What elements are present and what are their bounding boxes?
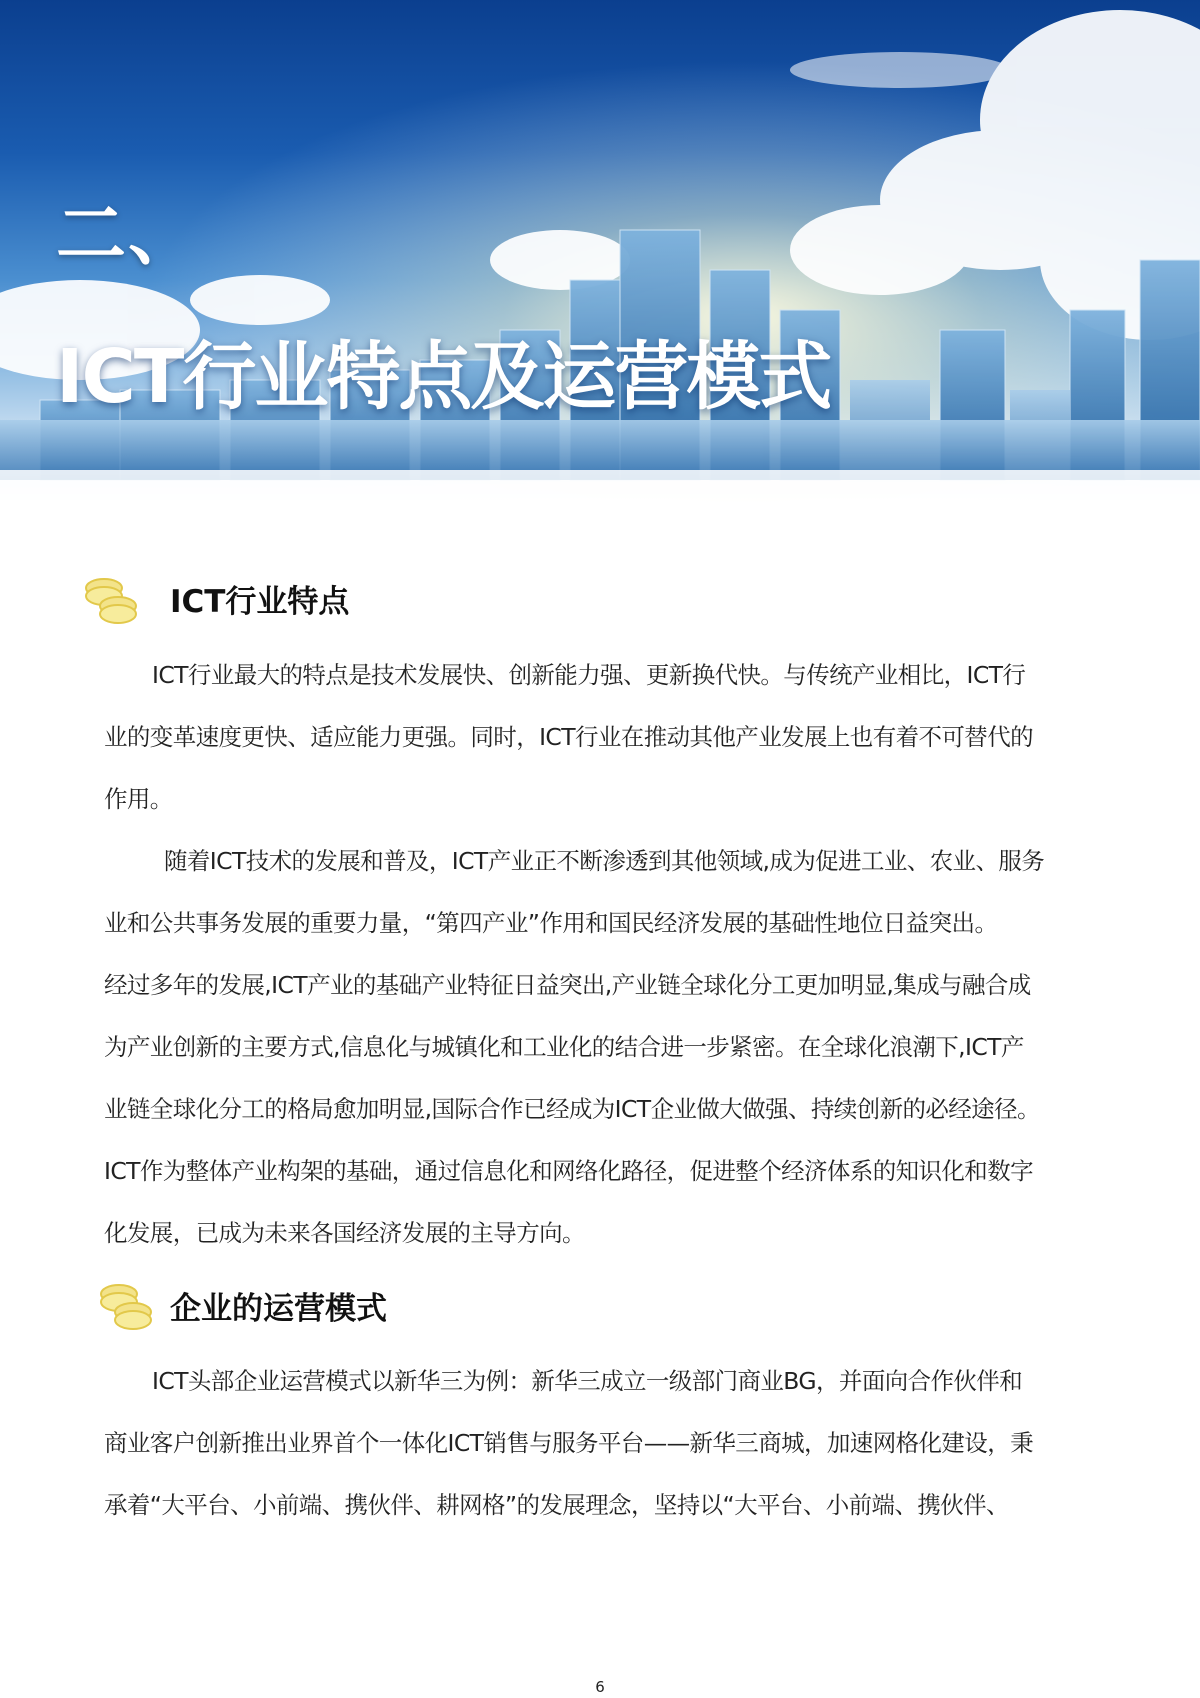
- coins-icon: [97, 1278, 155, 1330]
- paragraph-line: ICT行业最大的特点是技术发展快、创新能力强、更新换代快。与传统产业相比，ICT行: [152, 661, 1026, 689]
- paragraph-line: 作用。: [104, 785, 173, 813]
- page-number: 6: [595, 1678, 605, 1696]
- section-heading-ict-features: ICT行业特点: [170, 584, 350, 620]
- paragraph-line: 化发展，已成为未来各国经济发展的主导方向。: [104, 1219, 585, 1247]
- paragraph-line: 为产业创新的主要方式,信息化与城镇化和工业化的结合进一步紧密。在全球化浪潮下,ICT产: [104, 1033, 1024, 1061]
- coins-icon: [82, 572, 140, 624]
- section-heading-operation-model: 企业的运营模式: [170, 1291, 387, 1327]
- paragraph-line: 业和公共事务发展的重要力量，“第四产业”作用和国民经济发展的基础性地位日益突出。: [104, 909, 998, 937]
- chapter-number: 二、: [56, 193, 200, 275]
- paragraph-line: 业链全球化分工的格局愈加明显,国际合作已经成为ICT企业做大做强、持续创新的必经途径。: [104, 1095, 1040, 1123]
- paragraph-line: ICT头部企业运营模式以新华三为例：新华三成立一级部门商业BG，并面向合作伙伴和: [152, 1367, 1023, 1395]
- paragraph-line: 经过多年的发展,ICT产业的基础产业特征日益突出,产业链全球化分工更加明显,集成与融合成: [104, 971, 1031, 999]
- chapter-title: ICT行业特点及运营模式: [56, 334, 831, 420]
- paragraph-line: 随着ICT技术的发展和普及，ICT产业正不断渗透到其他领域,成为促进工业、农业、服务: [164, 847, 1045, 875]
- paragraph-line: ICT作为整体产业构架的基础，通过信息化和网络化路径，促进整个经济体系的知识化和数字: [104, 1157, 1033, 1185]
- paragraph-line: 业的变革速度更快、适应能力更强。同时，ICT行业在推动其他产业发展上也有着不可替代的: [104, 723, 1033, 751]
- paragraph-line: 承着“大平台、小前端、携伙伴、耕网格”的发展理念，坚持以“大平台、小前端、携伙伴、: [104, 1491, 1009, 1519]
- paragraph-line: 商业客户创新推出业界首个一体化ICT销售与服务平台——新华三商城，加速网格化建设，秉: [104, 1429, 1033, 1457]
- chapter-banner: [0, 0, 1200, 510]
